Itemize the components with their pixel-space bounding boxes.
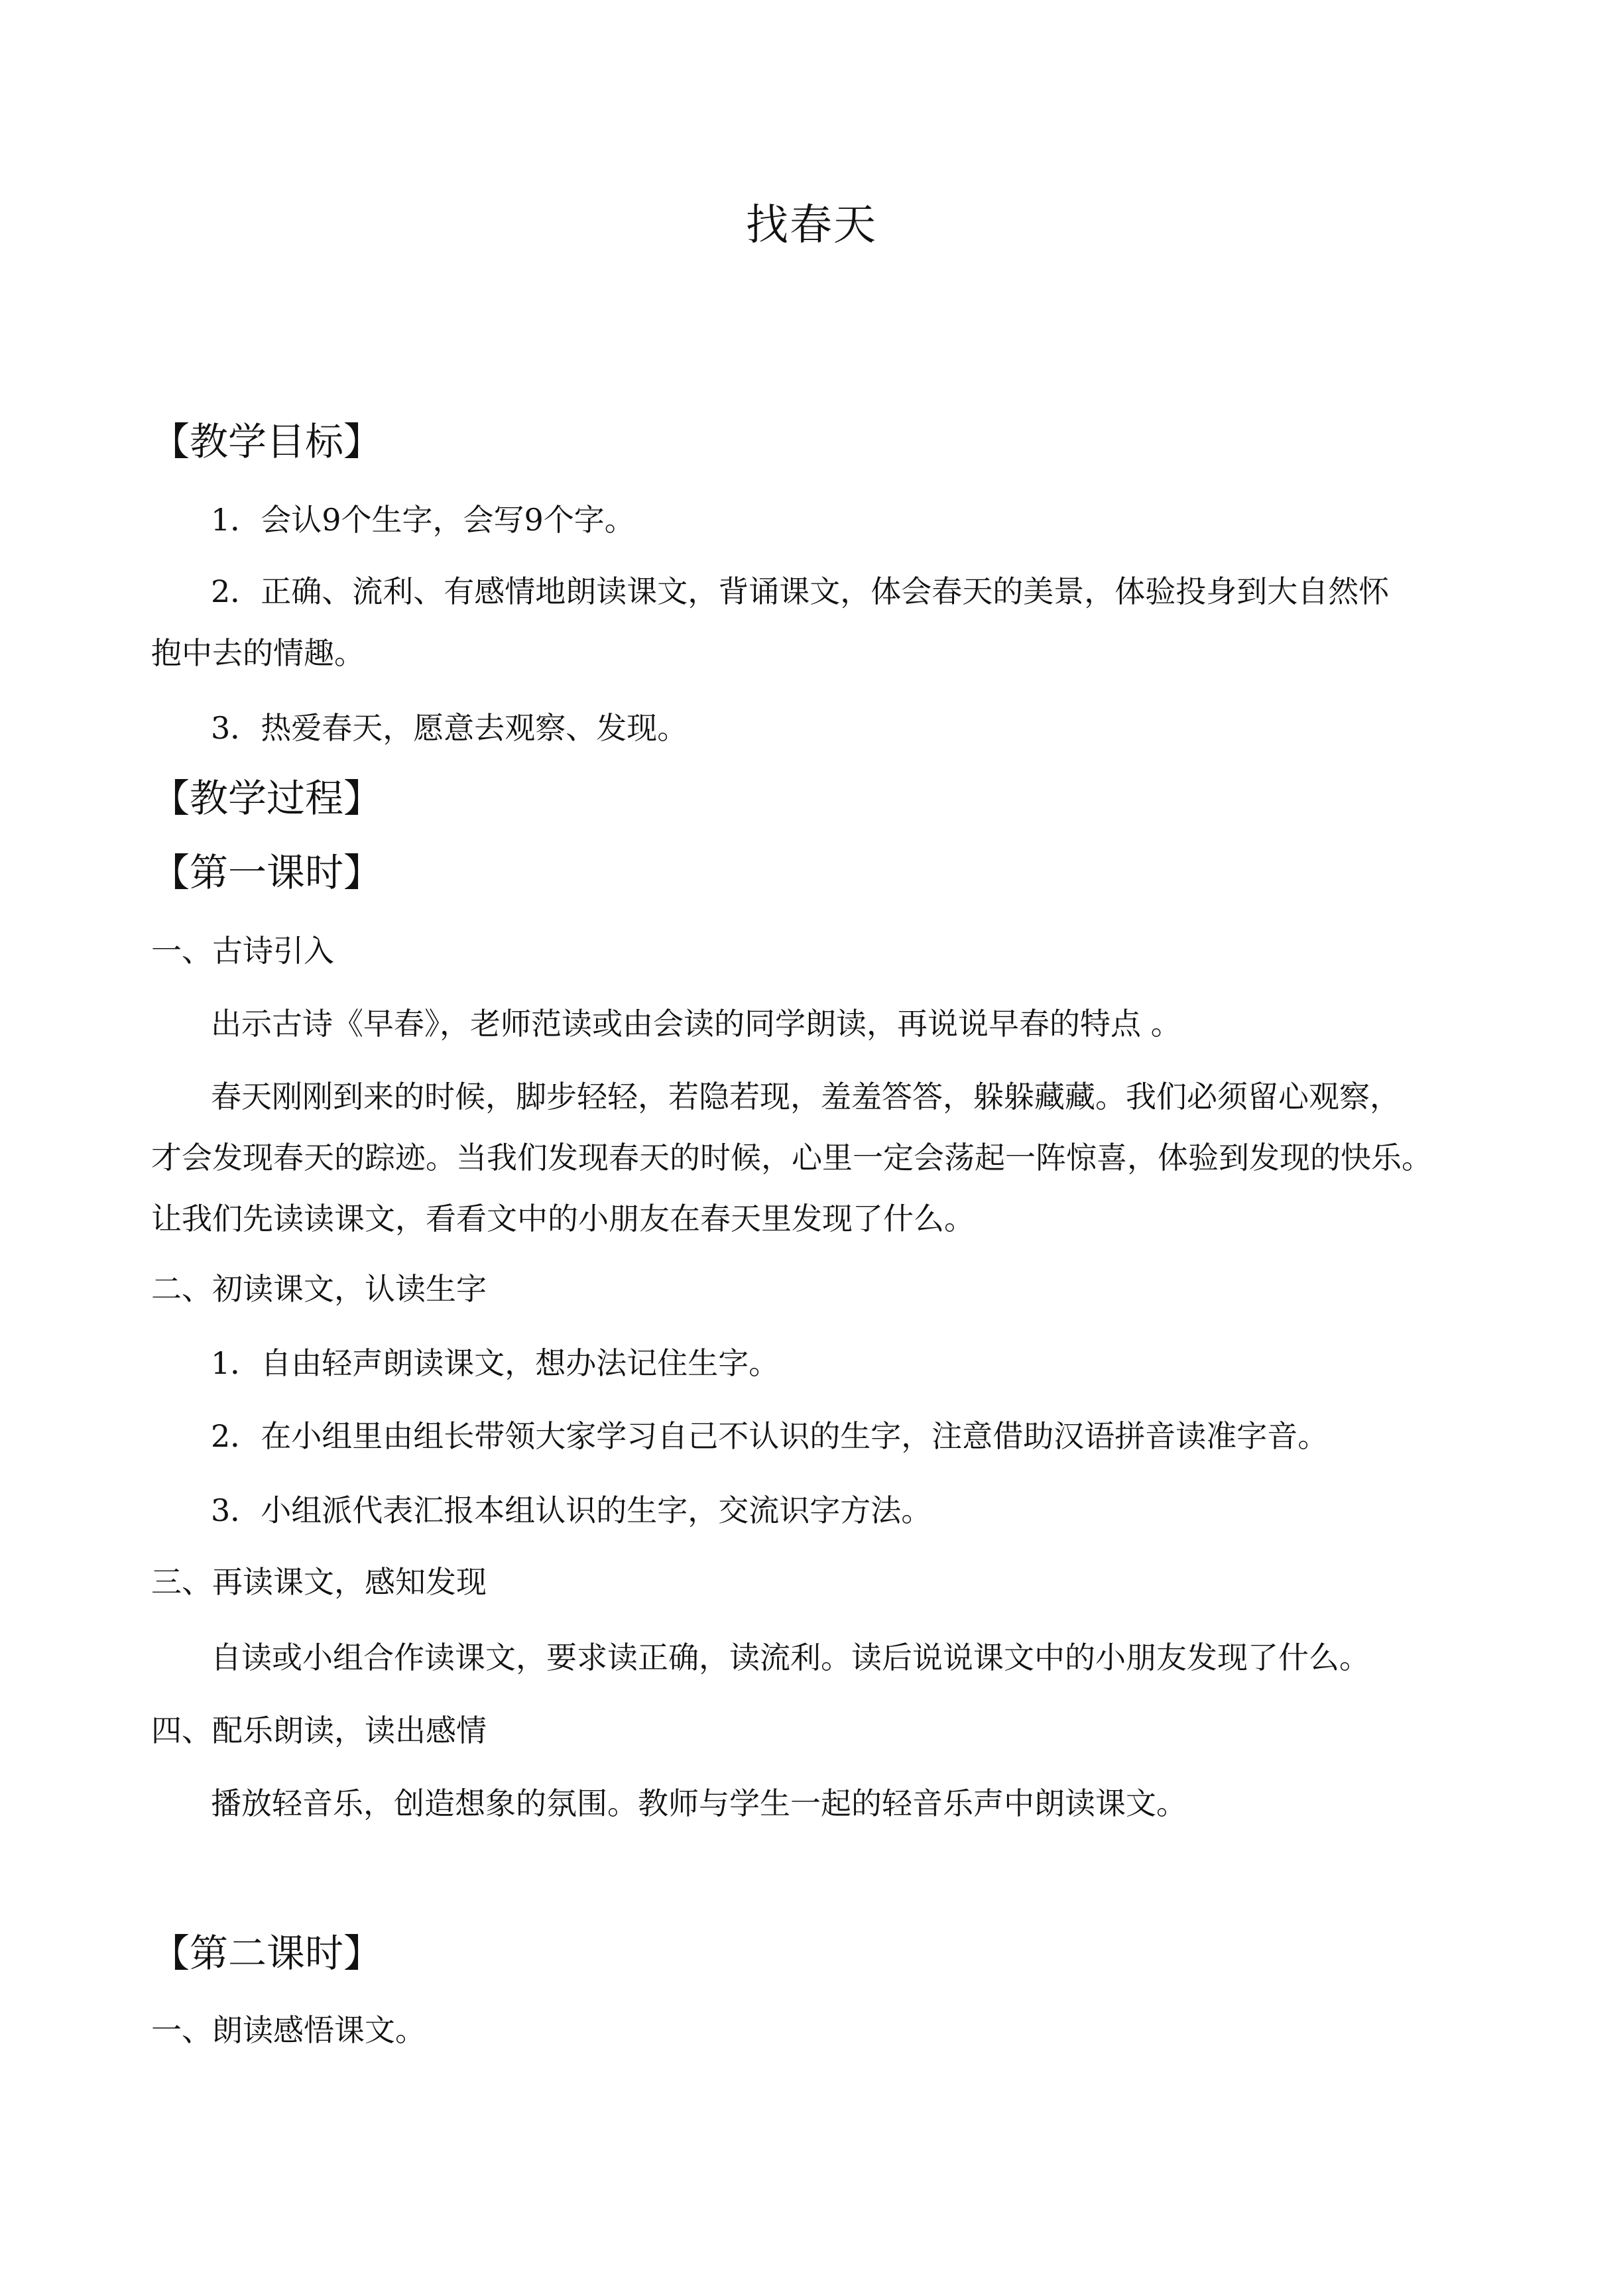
document-title: 找春天 [746,201,877,250]
lesson2-heading: 【第二课时】 [151,1931,383,1976]
lesson2-step1-heading: 一、朗读感悟课文。 [151,2012,426,2048]
lesson1-step4-line-1: 播放轻音乐，创造想象的氛围。教师与学生一起的轻音乐声中朗读课文。 [211,1785,1187,1821]
lesson1-step1-heading: 一、古诗引入 [151,933,334,969]
lesson1-step2-line-3: 3．小组派代表汇报本组认识的生字，交流识字方法。 [211,1492,932,1528]
lesson1-step1-line-4: 让我们先读读课文，看看文中的小朋友在春天里发现了什么。 [151,1201,975,1237]
lesson1-step4-heading: 四、配乐朗读，读出感情 [151,1713,487,1748]
lesson1-step1-line-1: 出示古诗《早春》，老师范读或由会读的同学朗读，再说说早春的特点 。 [211,1006,1181,1042]
process-heading: 【教学过程】 [151,776,383,821]
lesson1-step2-line-1: 1．自由轻声朗读课文，想办法记住生字。 [211,1345,780,1381]
lesson1-step1-line-3: 才会发现春天的踪迹。当我们发现春天的时候，心里一定会荡起一阵惊喜，体验到发现的快乐。 [151,1140,1432,1176]
objective-2-continued: 抱中去的情趣。 [151,635,365,671]
lesson1-step1-line-2: 春天刚刚到来的时候，脚步轻轻，若隐若现，羞羞答答，躲躲藏藏。我们必须留心观察， [211,1079,1400,1115]
lesson1-step2-heading: 二、初读课文，认读生字 [151,1271,487,1307]
lesson1-step2-line-2: 2．在小组里由组长带领大家学习自己不认识的生字，注意借助汉语拼音读准字音。 [211,1418,1329,1454]
objective-3: 3．热爱春天，愿意去观察、发现。 [211,710,688,746]
objectives-heading: 【教学目标】 [151,419,383,464]
objective-1: 1．会认9个生字，会写9个字。 [211,502,635,538]
objective-2: 2．正确、流利、有感情地朗读课文，背诵课文，体会春天的美景，体验投身到大自然怀 [211,574,1390,609]
lesson1-step3-heading: 三、再读课文，感知发现 [151,1564,487,1600]
lesson1-heading: 【第一课时】 [151,850,383,895]
lesson1-step3-line-1: 自读或小组合作读课文，要求读正确，读流利。读后说说课文中的小朋友发现了什么。 [211,1640,1370,1675]
